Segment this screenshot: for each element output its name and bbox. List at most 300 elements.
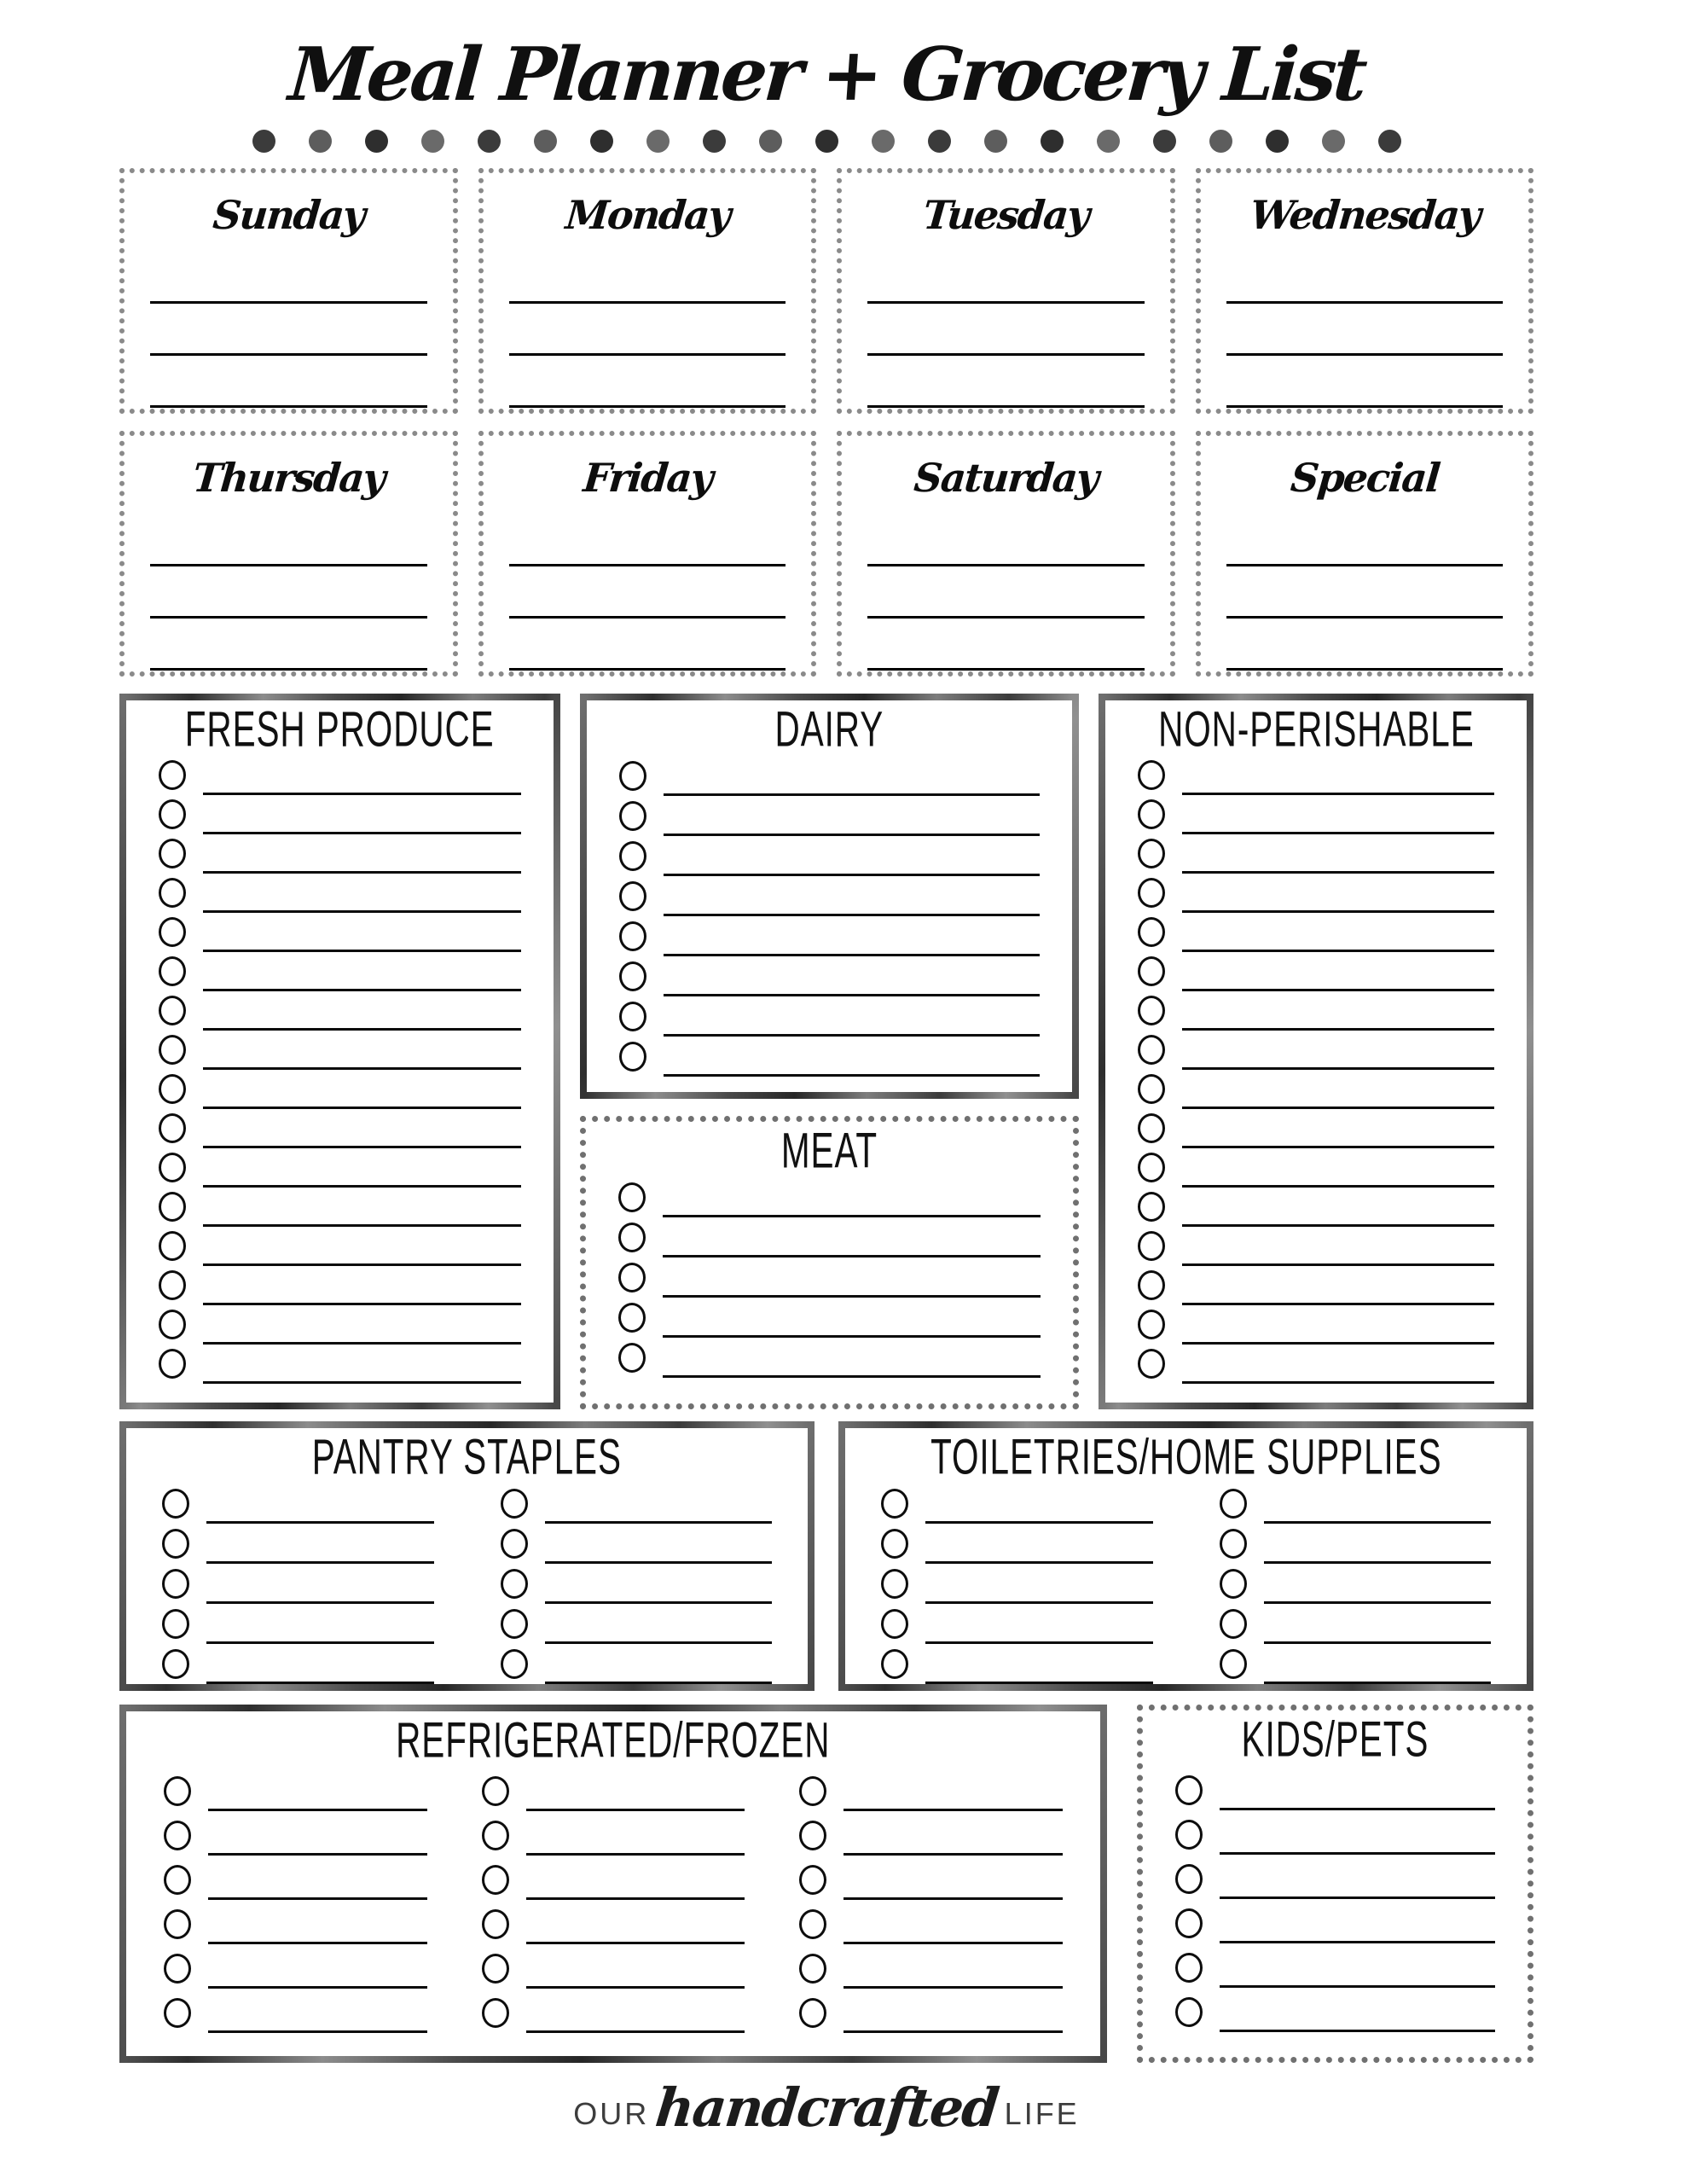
checkbox-circle-icon xyxy=(881,1489,908,1519)
blank-write-line xyxy=(1226,252,1504,304)
blank-write-line xyxy=(1182,1381,1494,1384)
day-box xyxy=(478,431,817,677)
checkbox-circle-icon xyxy=(164,1998,191,2028)
blank-write-line xyxy=(509,514,786,566)
grocery-list-item xyxy=(1175,1769,1495,1813)
checkbox-circle-icon xyxy=(159,1074,186,1104)
grocery-list-item xyxy=(159,1072,521,1112)
brand-logo xyxy=(119,2077,1533,2140)
checkbox-circle-icon xyxy=(482,1821,509,1850)
day-write-lines xyxy=(867,514,1145,671)
blank-write-line xyxy=(1182,950,1494,952)
grocery-list-item xyxy=(162,1526,434,1566)
binder-dot-icon xyxy=(478,130,501,153)
checkbox-circle-icon xyxy=(1220,1569,1247,1599)
day-label: Monday xyxy=(563,192,731,239)
binder-dot-icon xyxy=(928,130,951,153)
checkbox-circle-icon xyxy=(501,1489,528,1519)
blank-write-line xyxy=(150,566,427,619)
grocery-list-item xyxy=(159,1112,521,1151)
day-box xyxy=(478,168,817,414)
grocery-list-item xyxy=(799,1858,1063,1902)
grocery-list-item xyxy=(618,1300,1041,1340)
blank-write-line xyxy=(925,1682,1153,1684)
blank-write-line xyxy=(663,1295,1041,1298)
blank-write-line xyxy=(203,1224,521,1227)
section-items xyxy=(1105,757,1527,1386)
checkbox-circle-icon xyxy=(799,1909,826,1939)
blank-write-line xyxy=(867,566,1145,619)
grocery-list-item xyxy=(881,1647,1153,1687)
blank-write-line xyxy=(208,1986,427,1989)
grocery-list-item xyxy=(1138,758,1494,798)
blank-write-line xyxy=(925,1601,1153,1604)
blank-write-line xyxy=(925,1521,1153,1524)
checkbox-circle-icon xyxy=(618,1263,646,1292)
blank-write-line xyxy=(844,1897,1063,1900)
checkbox-circle-icon xyxy=(881,1529,908,1559)
checkbox-circle-icon xyxy=(799,1821,826,1850)
checkbox-circle-icon xyxy=(159,996,186,1025)
grocery-list-item xyxy=(619,879,1040,919)
checkbox-circle-icon xyxy=(1220,1649,1247,1679)
checkbox-circle-icon xyxy=(159,1310,186,1339)
blank-write-line xyxy=(203,1146,521,1148)
grocery-list-item xyxy=(1220,1486,1492,1526)
checkbox-circle-icon xyxy=(1138,1035,1165,1065)
binder-dot-icon xyxy=(421,130,444,153)
checkbox-circle-icon xyxy=(159,1113,186,1143)
binder-dot-icon xyxy=(1041,130,1064,153)
grocery-list-item xyxy=(164,1947,427,1991)
section-title-text: TOILETRIES/HOME SUPPLIES xyxy=(930,1430,1442,1485)
checkbox-circle-icon xyxy=(501,1649,528,1679)
grocery-middle-grid xyxy=(119,1421,1533,1691)
section-title xyxy=(126,1430,808,1485)
blank-write-line xyxy=(925,1561,1153,1564)
section-title xyxy=(126,702,554,758)
blank-write-line xyxy=(1264,1601,1492,1604)
grocery-list-item xyxy=(619,959,1040,999)
checkbox-circle-icon xyxy=(159,956,186,986)
grocery-list-item xyxy=(159,837,521,876)
checkbox-circle-icon xyxy=(1220,1529,1247,1559)
grocery-list-item xyxy=(799,1947,1063,1991)
grocery-list-item xyxy=(162,1566,434,1606)
section-items xyxy=(587,757,1072,1079)
grocery-list-item xyxy=(162,1606,434,1647)
blank-write-line xyxy=(206,1601,434,1604)
blank-write-line xyxy=(509,566,786,619)
blank-write-line xyxy=(664,954,1040,956)
blank-write-line xyxy=(844,1986,1063,1989)
checkbox-circle-icon xyxy=(1220,1609,1247,1639)
section-items xyxy=(1143,1767,1528,2035)
grocery-list-item xyxy=(159,876,521,915)
checkbox-circle-icon xyxy=(619,801,646,831)
blank-write-line xyxy=(664,834,1040,836)
checkbox-circle-icon xyxy=(164,1909,191,1939)
blank-write-line xyxy=(150,304,427,356)
section-refrigerated-frozen xyxy=(119,1705,1107,2063)
blank-write-line xyxy=(526,1986,745,1989)
binder-dot-icon xyxy=(1097,130,1120,153)
checkbox-circle-icon xyxy=(619,841,646,871)
blank-write-line xyxy=(664,793,1040,796)
checkbox-circle-icon xyxy=(1138,878,1165,908)
blank-write-line xyxy=(1264,1561,1492,1564)
checkbox-circle-icon xyxy=(159,1192,186,1222)
grocery-list-item xyxy=(482,1902,745,1947)
checkbox-circle-icon xyxy=(1138,799,1165,829)
blank-write-line xyxy=(203,832,521,834)
checkbox-circle-icon xyxy=(482,1909,509,1939)
blank-write-line xyxy=(206,1521,434,1524)
grocery-list-item xyxy=(799,1814,1063,1858)
blank-write-line xyxy=(1182,1067,1494,1070)
blank-write-line xyxy=(526,2030,745,2033)
day-box xyxy=(1196,168,1534,414)
checkbox-circle-icon xyxy=(159,799,186,829)
blank-write-line xyxy=(1220,2030,1495,2032)
blank-write-line xyxy=(664,914,1040,916)
grocery-list-item xyxy=(482,1947,745,1991)
day-write-lines xyxy=(1226,252,1504,408)
blank-write-line xyxy=(150,252,427,304)
grocery-list-item xyxy=(159,798,521,837)
checkbox-circle-icon xyxy=(159,1270,186,1300)
checkbox-circle-icon xyxy=(162,1529,189,1559)
grocery-list-item xyxy=(618,1220,1041,1260)
blank-write-line xyxy=(150,619,427,671)
binder-dot-icon xyxy=(534,130,557,153)
checkbox-circle-icon xyxy=(159,1153,186,1182)
blank-write-line xyxy=(1220,1941,1495,1943)
grocery-list-item xyxy=(618,1260,1041,1300)
grocery-list-item xyxy=(159,1308,521,1347)
grocery-list-item xyxy=(164,1991,427,2036)
blank-write-line xyxy=(1226,514,1504,566)
blank-write-line xyxy=(1220,1852,1495,1855)
blank-write-line xyxy=(509,356,786,408)
checkbox-circle-icon xyxy=(159,839,186,868)
checkbox-circle-icon xyxy=(159,1231,186,1261)
binder-dot-icon xyxy=(703,130,726,153)
blank-write-line xyxy=(150,514,427,566)
blank-write-line xyxy=(664,994,1040,996)
blank-write-line xyxy=(526,1942,745,1944)
blank-write-line xyxy=(1220,1896,1495,1899)
checkbox-circle-icon xyxy=(799,1776,826,1806)
blank-write-line xyxy=(1182,989,1494,991)
binder-dot-icon xyxy=(252,130,275,153)
grocery-list-item xyxy=(619,1039,1040,1079)
blank-write-line xyxy=(663,1375,1041,1378)
blank-write-line xyxy=(663,1255,1041,1258)
section-kids-pets xyxy=(1137,1705,1533,2063)
blank-write-line xyxy=(664,1074,1040,1077)
checkbox-circle-icon xyxy=(1138,1074,1165,1104)
day-box xyxy=(837,168,1175,414)
blank-write-line xyxy=(1226,566,1504,619)
blank-write-line xyxy=(1182,1303,1494,1305)
day-write-lines xyxy=(867,252,1145,408)
checkbox-circle-icon xyxy=(1138,1310,1165,1339)
grocery-list-item xyxy=(164,1814,427,1858)
blank-write-line xyxy=(664,1034,1040,1037)
checkbox-circle-icon xyxy=(1138,956,1165,986)
section-title-text: KIDS/PETS xyxy=(1241,1712,1429,1768)
blank-write-line xyxy=(663,1215,1041,1217)
checkbox-circle-icon xyxy=(164,1776,191,1806)
binder-dot-icon xyxy=(759,130,782,153)
section-meat xyxy=(580,1116,1079,1409)
blank-write-line xyxy=(203,793,521,795)
blank-write-line xyxy=(206,1641,434,1644)
grocery-list-item xyxy=(162,1647,434,1687)
day-label: Tuesday xyxy=(921,192,1091,239)
section-items xyxy=(845,1484,1527,1687)
blank-write-line xyxy=(203,1067,521,1070)
checkbox-circle-icon xyxy=(619,921,646,951)
checkbox-circle-icon xyxy=(1175,1775,1203,1805)
blank-write-line xyxy=(1226,356,1504,408)
blank-write-line xyxy=(545,1521,773,1524)
grocery-list-item xyxy=(619,919,1040,959)
checkbox-circle-icon xyxy=(1175,1908,1203,1938)
section-title xyxy=(586,1124,1073,1179)
grocery-list-item xyxy=(159,994,521,1033)
grocery-list-item xyxy=(482,1991,745,2036)
grocery-list-item xyxy=(799,1902,1063,1947)
grocery-list-item xyxy=(501,1606,773,1647)
section-title xyxy=(587,702,1072,758)
section-toiletries-home-supplies xyxy=(838,1421,1533,1691)
grocery-list-item xyxy=(881,1566,1153,1606)
checkbox-circle-icon xyxy=(1138,839,1165,868)
section-non-perishable xyxy=(1099,694,1533,1409)
blank-write-line xyxy=(545,1682,773,1684)
blank-write-line xyxy=(208,1809,427,1811)
blank-write-line xyxy=(867,356,1145,408)
checkbox-circle-icon xyxy=(159,1035,186,1065)
grocery-list-item xyxy=(1138,1151,1494,1190)
blank-write-line xyxy=(1182,1146,1494,1148)
blank-write-line xyxy=(203,1381,521,1384)
brand-logo-left: OUR xyxy=(573,2095,650,2131)
page-title: Meal Planner + Grocery List xyxy=(286,32,1367,118)
grocery-list-item xyxy=(1138,1229,1494,1269)
blank-write-line xyxy=(925,1641,1153,1644)
blank-write-line xyxy=(526,1853,745,1856)
grocery-list-item xyxy=(619,799,1040,839)
brand-logo-right: LIFE xyxy=(1004,2095,1080,2131)
checkbox-circle-icon xyxy=(799,1865,826,1895)
binder-dot-icon xyxy=(872,130,895,153)
blank-write-line xyxy=(545,1601,773,1604)
day-write-lines xyxy=(150,252,427,408)
grocery-list-item xyxy=(1138,1347,1494,1386)
blank-write-line xyxy=(1182,910,1494,913)
grocery-list-item xyxy=(1138,955,1494,994)
grocery-list-item xyxy=(1138,1308,1494,1347)
blank-write-line xyxy=(867,252,1145,304)
checkbox-circle-icon xyxy=(881,1569,908,1599)
grocery-list-item xyxy=(1138,1112,1494,1151)
grocery-list-item xyxy=(159,1229,521,1269)
section-fresh-produce xyxy=(119,694,560,1409)
blank-write-line xyxy=(203,910,521,913)
grocery-list-item xyxy=(1175,1990,1495,2035)
section-title xyxy=(1143,1712,1528,1768)
blank-write-line xyxy=(1182,871,1494,874)
blank-write-line xyxy=(1182,793,1494,795)
checkbox-circle-icon xyxy=(162,1489,189,1519)
blank-write-line xyxy=(208,1942,427,1944)
grocery-list-item xyxy=(799,1769,1063,1814)
section-title-text: DAIRY xyxy=(774,702,884,758)
grocery-list-item xyxy=(159,1190,521,1229)
section-title xyxy=(126,1713,1100,1769)
day-write-lines xyxy=(509,252,786,408)
checkbox-circle-icon xyxy=(881,1649,908,1679)
day-label: Thursday xyxy=(190,455,386,502)
section-title-text: REFRIGERATED/FROZEN xyxy=(396,1713,831,1769)
binder-dot-icon xyxy=(1322,130,1345,153)
checkbox-circle-icon xyxy=(1175,1820,1203,1850)
checkbox-circle-icon xyxy=(618,1343,646,1373)
blank-write-line xyxy=(150,356,427,408)
section-title xyxy=(845,1430,1527,1485)
checkbox-circle-icon xyxy=(1220,1489,1247,1519)
checkbox-circle-icon xyxy=(482,1865,509,1895)
day-label: Saturday xyxy=(912,455,1099,502)
section-items xyxy=(586,1178,1073,1380)
blank-write-line xyxy=(844,1809,1063,1811)
grocery-list-item xyxy=(164,1769,427,1814)
checkbox-circle-icon xyxy=(1138,1113,1165,1143)
grocery-list-item xyxy=(881,1606,1153,1647)
checkbox-circle-icon xyxy=(618,1303,646,1333)
day-label: Wednesday xyxy=(1248,192,1481,239)
checkbox-circle-icon xyxy=(619,761,646,791)
blank-write-line xyxy=(208,2030,427,2033)
checkbox-circle-icon xyxy=(162,1609,189,1639)
day-box xyxy=(837,431,1175,677)
brand-logo-script: handcrafted xyxy=(652,2077,1001,2140)
grocery-list-item xyxy=(501,1526,773,1566)
blank-write-line xyxy=(1182,1028,1494,1031)
checkbox-circle-icon xyxy=(799,1998,826,2028)
blank-write-line xyxy=(509,304,786,356)
blank-write-line xyxy=(844,1853,1063,1856)
section-title-text: PANTRY STAPLES xyxy=(311,1430,623,1485)
blank-write-line xyxy=(206,1561,434,1564)
blank-write-line xyxy=(844,2030,1063,2033)
blank-write-line xyxy=(663,1335,1041,1338)
grocery-list-item xyxy=(618,1180,1041,1220)
grocery-list-item xyxy=(164,1858,427,1902)
blank-write-line xyxy=(867,619,1145,671)
binder-dot-icon xyxy=(590,130,613,153)
grocery-bottom-grid xyxy=(119,1705,1533,2063)
grocery-list-item xyxy=(1175,1813,1495,1857)
blank-write-line xyxy=(1264,1682,1492,1684)
grocery-list-item xyxy=(159,1033,521,1072)
checkbox-circle-icon xyxy=(881,1609,908,1639)
blank-write-line xyxy=(1182,1224,1494,1227)
day-box xyxy=(1196,431,1534,677)
grocery-list-item xyxy=(1175,1902,1495,1946)
grocery-list-item xyxy=(799,1991,1063,2036)
checkbox-circle-icon xyxy=(1138,1231,1165,1261)
grocery-list-item xyxy=(482,1769,745,1814)
blank-write-line xyxy=(545,1641,773,1644)
section-title xyxy=(1105,702,1527,758)
grocery-list-item xyxy=(1175,1946,1495,1990)
blank-write-line xyxy=(1226,619,1504,671)
checkbox-circle-icon xyxy=(619,1002,646,1031)
week-day-grid xyxy=(119,168,1533,677)
day-write-lines xyxy=(509,514,786,671)
day-write-lines xyxy=(1226,514,1504,671)
section-dairy xyxy=(580,694,1079,1099)
blank-write-line xyxy=(664,874,1040,876)
checkbox-circle-icon xyxy=(159,878,186,908)
grocery-list-item xyxy=(1220,1566,1492,1606)
checkbox-circle-icon xyxy=(1138,1153,1165,1182)
checkbox-circle-icon xyxy=(1138,760,1165,790)
section-title-text: FRESH PRODUCE xyxy=(185,702,495,758)
checkbox-circle-icon xyxy=(619,1042,646,1072)
blank-write-line xyxy=(208,1897,427,1900)
blank-write-line xyxy=(509,619,786,671)
blank-write-line xyxy=(867,304,1145,356)
blank-write-line xyxy=(203,1185,521,1188)
checkbox-circle-icon xyxy=(1175,1997,1203,2027)
checkbox-circle-icon xyxy=(482,1998,509,2028)
day-label: Special xyxy=(1288,455,1441,502)
section-items xyxy=(126,757,554,1386)
grocery-list-item xyxy=(482,1814,745,1858)
blank-write-line xyxy=(1264,1521,1492,1524)
binder-dot-icon xyxy=(1153,130,1176,153)
grocery-list-item xyxy=(881,1526,1153,1566)
grocery-list-item xyxy=(1138,994,1494,1033)
grocery-list-item xyxy=(159,1151,521,1190)
day-box xyxy=(119,168,458,414)
grocery-list-item xyxy=(618,1340,1041,1380)
grocery-list-item xyxy=(619,999,1040,1039)
blank-write-line xyxy=(1182,832,1494,834)
grocery-list-item xyxy=(1175,1857,1495,1902)
blank-write-line xyxy=(1182,1342,1494,1345)
binder-dot-icon xyxy=(309,130,332,153)
blank-write-line xyxy=(1220,1808,1495,1810)
checkbox-circle-icon xyxy=(164,1954,191,1984)
checkbox-circle-icon xyxy=(159,1349,186,1379)
blank-write-line xyxy=(1220,1985,1495,1988)
blank-write-line xyxy=(1226,304,1504,356)
blank-write-line xyxy=(203,871,521,874)
blank-write-line xyxy=(203,1107,521,1109)
grocery-list-item xyxy=(1138,1072,1494,1112)
checkbox-circle-icon xyxy=(162,1569,189,1599)
binder-dot-icon xyxy=(1378,130,1401,153)
checkbox-circle-icon xyxy=(159,917,186,947)
blank-write-line xyxy=(203,1263,521,1266)
grocery-list-item xyxy=(501,1486,773,1526)
